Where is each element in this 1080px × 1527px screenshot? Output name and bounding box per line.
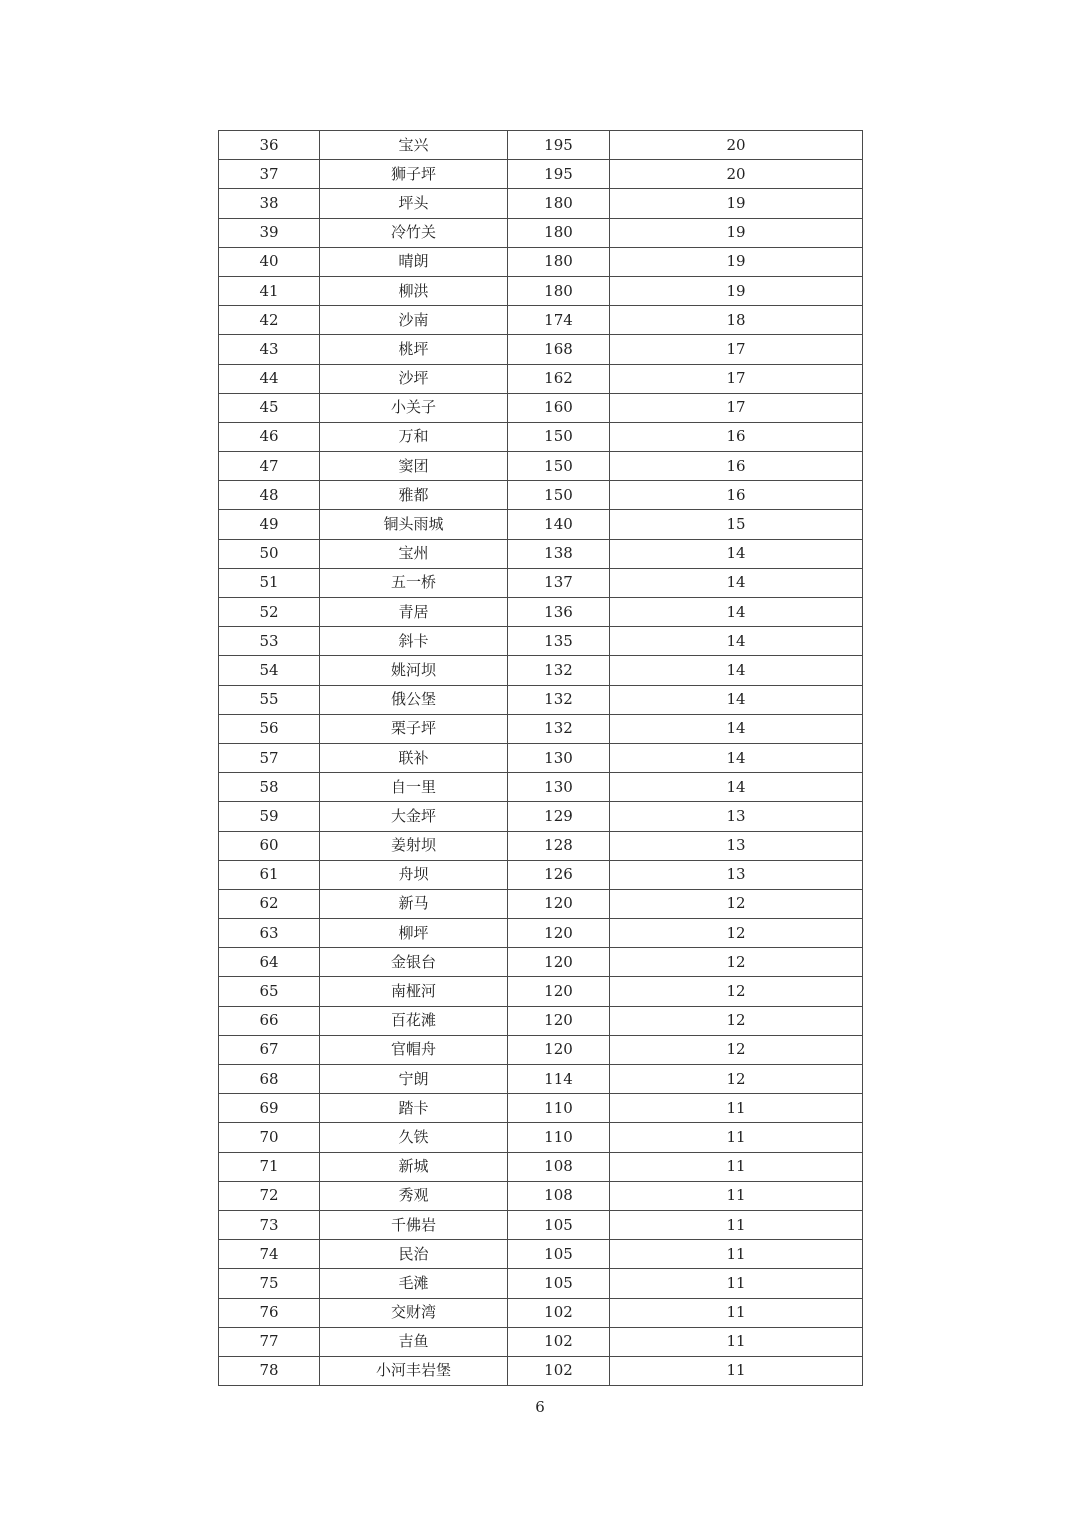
- row-number-cell: 54: [219, 656, 320, 685]
- table-row: [219, 1269, 863, 1298]
- value1-cell: 120: [508, 919, 610, 948]
- station-name-cell: 坪头: [320, 189, 508, 218]
- table-row: [219, 247, 863, 276]
- station-name-cell: 大金坪: [320, 802, 508, 831]
- value1-cell: 150: [508, 452, 610, 481]
- value2-cell: 19: [610, 218, 863, 247]
- table-row: [219, 889, 863, 918]
- station-name-cell: 栗子坪: [320, 714, 508, 743]
- value1-cell: 102: [508, 1298, 610, 1327]
- row-number-cell: 76: [219, 1298, 320, 1327]
- station-name-cell: 吉鱼: [320, 1327, 508, 1356]
- value1-cell: 160: [508, 393, 610, 422]
- row-number-cell: 73: [219, 1210, 320, 1239]
- value2-cell: 11: [610, 1123, 863, 1152]
- table-row: [219, 1298, 863, 1327]
- table-row: [219, 1152, 863, 1181]
- value2-cell: 12: [610, 1035, 863, 1064]
- table-row: [219, 539, 863, 568]
- table-row: [219, 773, 863, 802]
- value1-cell: 180: [508, 218, 610, 247]
- row-number-cell: 43: [219, 335, 320, 364]
- station-name-cell: 金银台: [320, 948, 508, 977]
- value2-cell: 14: [610, 539, 863, 568]
- row-number-cell: 38: [219, 189, 320, 218]
- table-row: [219, 189, 863, 218]
- row-number-cell: 46: [219, 422, 320, 451]
- value1-cell: 110: [508, 1123, 610, 1152]
- value1-cell: 136: [508, 598, 610, 627]
- value1-cell: 120: [508, 889, 610, 918]
- row-number-cell: 78: [219, 1356, 320, 1385]
- table-row: [219, 948, 863, 977]
- value1-cell: 105: [508, 1269, 610, 1298]
- value2-cell: 14: [610, 627, 863, 656]
- value1-cell: 180: [508, 247, 610, 276]
- value2-cell: 19: [610, 189, 863, 218]
- value2-cell: 12: [610, 948, 863, 977]
- value1-cell: 130: [508, 743, 610, 772]
- station-name-cell: 斜卡: [320, 627, 508, 656]
- station-name-cell: 五一桥: [320, 568, 508, 597]
- station-name-cell: 万和: [320, 422, 508, 451]
- value2-cell: 11: [610, 1269, 863, 1298]
- value2-cell: 11: [610, 1181, 863, 1210]
- station-name-cell: 久铁: [320, 1123, 508, 1152]
- station-name-cell: 俄公堡: [320, 685, 508, 714]
- table-row: [219, 568, 863, 597]
- value1-cell: 128: [508, 831, 610, 860]
- table-row: [219, 1356, 863, 1385]
- row-number-cell: 65: [219, 977, 320, 1006]
- value2-cell: 12: [610, 1006, 863, 1035]
- value2-cell: 18: [610, 306, 863, 335]
- row-number-cell: 60: [219, 831, 320, 860]
- table-row: [219, 627, 863, 656]
- station-name-cell: 自一里: [320, 773, 508, 802]
- station-name-cell: 姚河坝: [320, 656, 508, 685]
- station-name-cell: 踏卡: [320, 1094, 508, 1123]
- table-row: [219, 364, 863, 393]
- row-number-cell: 42: [219, 306, 320, 335]
- row-number-cell: 59: [219, 802, 320, 831]
- station-name-cell: 狮子坪: [320, 160, 508, 189]
- row-number-cell: 49: [219, 510, 320, 539]
- value2-cell: 16: [610, 452, 863, 481]
- row-number-cell: 53: [219, 627, 320, 656]
- value1-cell: 102: [508, 1356, 610, 1385]
- station-name-cell: 沙坪: [320, 364, 508, 393]
- row-number-cell: 72: [219, 1181, 320, 1210]
- value1-cell: 120: [508, 1035, 610, 1064]
- value2-cell: 17: [610, 393, 863, 422]
- value1-cell: 195: [508, 160, 610, 189]
- value2-cell: 14: [610, 568, 863, 597]
- value1-cell: 180: [508, 189, 610, 218]
- value1-cell: 150: [508, 422, 610, 451]
- value1-cell: 180: [508, 276, 610, 305]
- value2-cell: 12: [610, 1065, 863, 1094]
- value1-cell: 120: [508, 977, 610, 1006]
- row-number-cell: 68: [219, 1065, 320, 1094]
- table-row: [219, 276, 863, 305]
- value2-cell: 14: [610, 714, 863, 743]
- station-name-cell: 官帽舟: [320, 1035, 508, 1064]
- row-number-cell: 39: [219, 218, 320, 247]
- value1-cell: 126: [508, 860, 610, 889]
- value2-cell: 11: [610, 1210, 863, 1239]
- table-row: [219, 977, 863, 1006]
- station-name-cell: 舟坝: [320, 860, 508, 889]
- table-row: [219, 218, 863, 247]
- value1-cell: 195: [508, 131, 610, 160]
- station-name-cell: 青居: [320, 598, 508, 627]
- row-number-cell: 77: [219, 1327, 320, 1356]
- table-row: [219, 598, 863, 627]
- row-number-cell: 74: [219, 1240, 320, 1269]
- value2-cell: 12: [610, 919, 863, 948]
- row-number-cell: 58: [219, 773, 320, 802]
- value1-cell: 168: [508, 335, 610, 364]
- value2-cell: 16: [610, 422, 863, 451]
- row-number-cell: 67: [219, 1035, 320, 1064]
- station-name-cell: 沙南: [320, 306, 508, 335]
- table-row: [219, 1094, 863, 1123]
- value2-cell: 20: [610, 160, 863, 189]
- value1-cell: 138: [508, 539, 610, 568]
- table-row: [219, 656, 863, 685]
- table-row: [219, 510, 863, 539]
- station-name-cell: 冷竹关: [320, 218, 508, 247]
- data-table: [218, 130, 863, 1386]
- table-row: [219, 1181, 863, 1210]
- row-number-cell: 40: [219, 247, 320, 276]
- table-row: [219, 335, 863, 364]
- row-number-cell: 45: [219, 393, 320, 422]
- value1-cell: 120: [508, 948, 610, 977]
- row-number-cell: 63: [219, 919, 320, 948]
- value1-cell: 137: [508, 568, 610, 597]
- value2-cell: 11: [610, 1240, 863, 1269]
- table-row: [219, 306, 863, 335]
- value1-cell: 102: [508, 1327, 610, 1356]
- row-number-cell: 71: [219, 1152, 320, 1181]
- row-number-cell: 69: [219, 1094, 320, 1123]
- station-name-cell: 小关子: [320, 393, 508, 422]
- row-number-cell: 52: [219, 598, 320, 627]
- value1-cell: 150: [508, 481, 610, 510]
- row-number-cell: 48: [219, 481, 320, 510]
- row-number-cell: 56: [219, 714, 320, 743]
- value2-cell: 19: [610, 276, 863, 305]
- value1-cell: 110: [508, 1094, 610, 1123]
- table-row: [219, 714, 863, 743]
- station-name-cell: 宝兴: [320, 131, 508, 160]
- row-number-cell: 55: [219, 685, 320, 714]
- page-number: 6: [535, 1398, 545, 1416]
- value1-cell: 162: [508, 364, 610, 393]
- value2-cell: 20: [610, 131, 863, 160]
- value2-cell: 13: [610, 802, 863, 831]
- value1-cell: 130: [508, 773, 610, 802]
- row-number-cell: 66: [219, 1006, 320, 1035]
- table-row: [219, 1123, 863, 1152]
- value1-cell: 132: [508, 656, 610, 685]
- value2-cell: 12: [610, 977, 863, 1006]
- value2-cell: 14: [610, 598, 863, 627]
- value1-cell: 174: [508, 306, 610, 335]
- table-row: [219, 422, 863, 451]
- table-row: [219, 919, 863, 948]
- value1-cell: 132: [508, 685, 610, 714]
- station-name-cell: 联补: [320, 743, 508, 772]
- table-row: [219, 452, 863, 481]
- value2-cell: 14: [610, 685, 863, 714]
- table-row: [219, 860, 863, 889]
- value1-cell: 132: [508, 714, 610, 743]
- row-number-cell: 47: [219, 452, 320, 481]
- value1-cell: 108: [508, 1152, 610, 1181]
- row-number-cell: 75: [219, 1269, 320, 1298]
- value2-cell: 11: [610, 1094, 863, 1123]
- value2-cell: 12: [610, 889, 863, 918]
- value2-cell: 17: [610, 364, 863, 393]
- table-row: [219, 831, 863, 860]
- station-name-cell: 小河丰岩堡: [320, 1356, 508, 1385]
- row-number-cell: 64: [219, 948, 320, 977]
- value2-cell: 15: [610, 510, 863, 539]
- station-name-cell: 宁朗: [320, 1065, 508, 1094]
- station-name-cell: 窦团: [320, 452, 508, 481]
- table-row: [219, 802, 863, 831]
- value2-cell: 11: [610, 1298, 863, 1327]
- value2-cell: 17: [610, 335, 863, 364]
- value2-cell: 19: [610, 247, 863, 276]
- station-name-cell: 雅都: [320, 481, 508, 510]
- value2-cell: 11: [610, 1152, 863, 1181]
- row-number-cell: 51: [219, 568, 320, 597]
- table-row: [219, 743, 863, 772]
- value1-cell: 114: [508, 1065, 610, 1094]
- station-name-cell: 晴朗: [320, 247, 508, 276]
- table-row: [219, 1006, 863, 1035]
- station-name-cell: 新城: [320, 1152, 508, 1181]
- station-name-cell: 秀观: [320, 1181, 508, 1210]
- table-row: [219, 131, 863, 160]
- table-row: [219, 1240, 863, 1269]
- station-name-cell: 铜头雨城: [320, 510, 508, 539]
- table-row: [219, 1327, 863, 1356]
- value1-cell: 135: [508, 627, 610, 656]
- value2-cell: 13: [610, 860, 863, 889]
- row-number-cell: 70: [219, 1123, 320, 1152]
- value2-cell: 13: [610, 831, 863, 860]
- station-name-cell: 柳坪: [320, 919, 508, 948]
- value2-cell: 14: [610, 743, 863, 772]
- value2-cell: 14: [610, 656, 863, 685]
- value1-cell: 140: [508, 510, 610, 539]
- table-row: [219, 1210, 863, 1239]
- value1-cell: 105: [508, 1210, 610, 1239]
- row-number-cell: 61: [219, 860, 320, 889]
- value1-cell: 108: [508, 1181, 610, 1210]
- station-name-cell: 新马: [320, 889, 508, 918]
- station-name-cell: 百花滩: [320, 1006, 508, 1035]
- station-name-cell: 桃坪: [320, 335, 508, 364]
- table-row: [219, 1065, 863, 1094]
- value2-cell: 14: [610, 773, 863, 802]
- station-name-cell: 南桠河: [320, 977, 508, 1006]
- value2-cell: 11: [610, 1327, 863, 1356]
- station-name-cell: 宝州: [320, 539, 508, 568]
- row-number-cell: 36: [219, 131, 320, 160]
- row-number-cell: 62: [219, 889, 320, 918]
- row-number-cell: 37: [219, 160, 320, 189]
- value1-cell: 120: [508, 1006, 610, 1035]
- table-row: [219, 160, 863, 189]
- station-name-cell: 千佛岩: [320, 1210, 508, 1239]
- station-name-cell: 毛滩: [320, 1269, 508, 1298]
- station-name-cell: 柳洪: [320, 276, 508, 305]
- station-name-cell: 交财湾: [320, 1298, 508, 1327]
- table-row: [219, 393, 863, 422]
- table-row: [219, 1035, 863, 1064]
- value2-cell: 16: [610, 481, 863, 510]
- station-name-cell: 民治: [320, 1240, 508, 1269]
- value2-cell: 11: [610, 1356, 863, 1385]
- station-name-cell: 姜射坝: [320, 831, 508, 860]
- table-row: [219, 481, 863, 510]
- table-body: [219, 131, 863, 1386]
- table-row: [219, 685, 863, 714]
- value1-cell: 105: [508, 1240, 610, 1269]
- row-number-cell: 50: [219, 539, 320, 568]
- row-number-cell: 57: [219, 743, 320, 772]
- row-number-cell: 41: [219, 276, 320, 305]
- row-number-cell: 44: [219, 364, 320, 393]
- value1-cell: 129: [508, 802, 610, 831]
